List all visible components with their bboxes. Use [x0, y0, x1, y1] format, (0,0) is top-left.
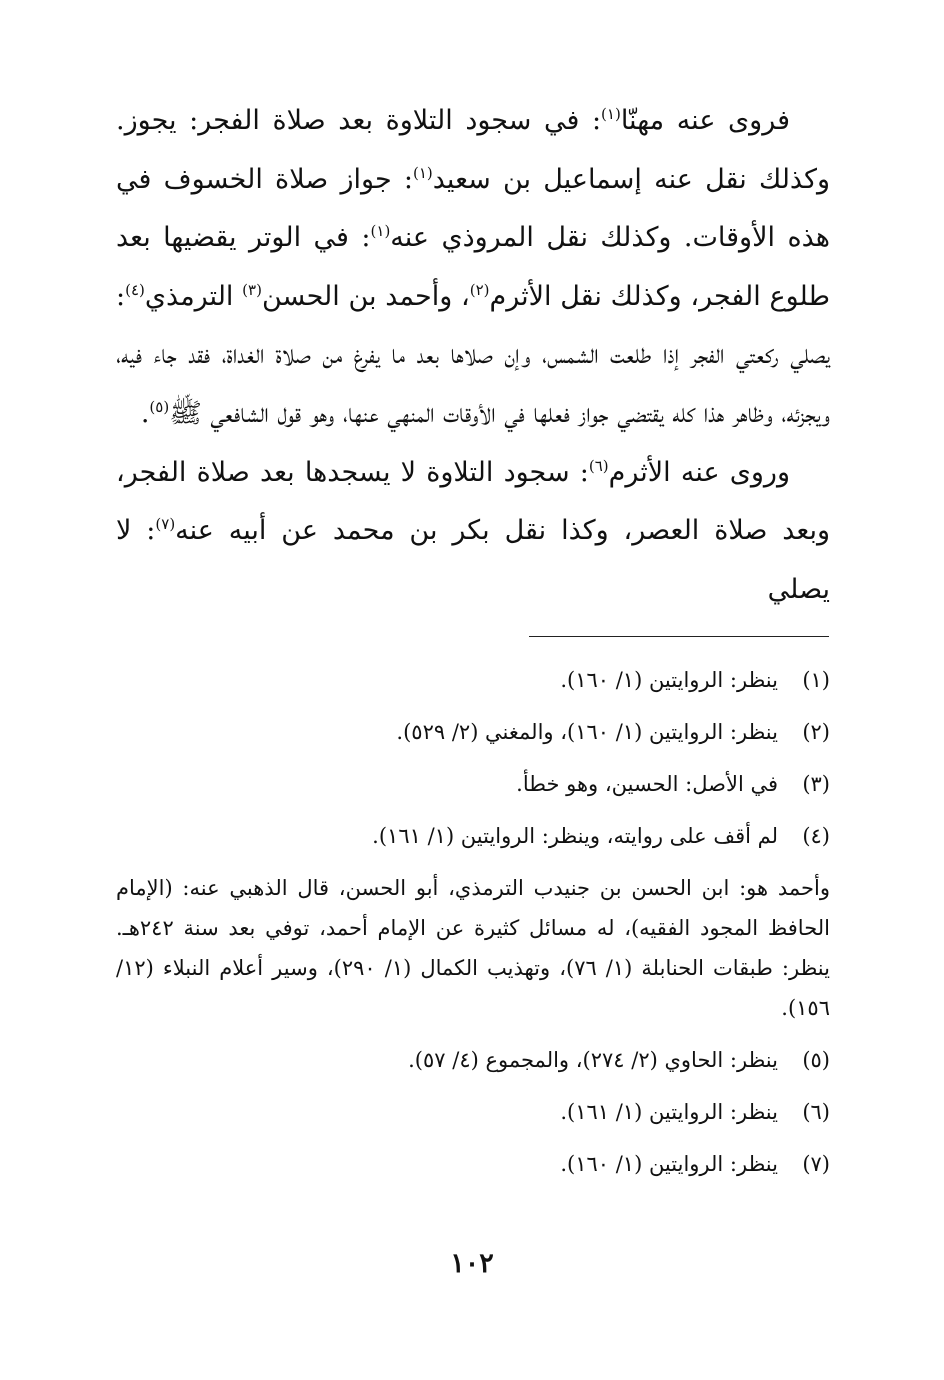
main-text — [116, 92, 830, 619]
footnote-marker: (٢) — [469, 280, 490, 299]
footnote-marker: (٥) — [149, 397, 170, 416]
footnote-item — [116, 1034, 830, 1086]
text-segment: وروى عنه الأثرم — [608, 456, 790, 488]
text-segment: الترمذي — [144, 280, 243, 312]
footnote-item — [116, 1086, 830, 1138]
footnote-item — [116, 706, 830, 758]
footnote-marker: (٧) — [155, 515, 176, 534]
footnote-item — [116, 810, 830, 862]
text-segment: . — [140, 397, 150, 429]
text-segment: : في سجود التلاوة بعد صلاة الفجر: يجوز. وكذلك نقل عنه إسماعيل بن سعيد — [116, 105, 830, 195]
body-paragraph — [116, 444, 830, 620]
footnote-number: (١) — [802, 668, 830, 692]
footnote-marker: (٦) — [588, 456, 609, 475]
text-segment: : لا يصلي — [116, 515, 830, 605]
footnotes-section — [116, 654, 830, 1190]
footnote-text: ينظر: الروايتين (١/ ١٦٠). — [560, 668, 778, 692]
footnote-number: (٥) — [802, 1048, 830, 1072]
footnote-marker: (١) — [601, 105, 621, 123]
text-segment: فروى عنه مهنّا — [620, 105, 790, 136]
footnote-number: (٢) — [802, 720, 830, 744]
text-segment: ، وأحمد بن الحسن — [261, 280, 470, 312]
footnote-marker: (١) — [412, 163, 433, 182]
footnote-text: ينظر: الروايتين (١/ ١٦٠). — [560, 1152, 778, 1176]
footnote-item — [116, 758, 830, 810]
footnote-text: ينظر: الحاوي (٢/ ٢٧٤)، والمجموع (٤/ ٥٧). — [408, 1048, 778, 1072]
footnote-number: (٣) — [802, 772, 830, 796]
body-paragraph — [116, 92, 830, 444]
footnote-item — [116, 654, 830, 706]
text-segment: : جواز صلاة الخسوف في هذه الأوقات. وكذلك نقل المروذي عنه — [116, 163, 831, 254]
footnote-text: في الأصل: الحسين، وهو خطأ. — [516, 772, 778, 796]
footnote-divider — [529, 636, 829, 637]
footnote-text: ينظر: الروايتين (١/ ١٦٠)، والمغني (٢/ ٥٢٩). — [396, 720, 778, 744]
footnote-marker: (١) — [370, 222, 391, 241]
footnote-number: (٤) — [802, 824, 830, 848]
footnote-number: (٦) — [802, 1100, 830, 1124]
footnote-text: ينظر: الروايتين (١/ ١٦١). — [560, 1100, 778, 1124]
text-segment: : في الوتر يقضيها بعد طلوع الفجر، وكذلك نقل الأثرم — [116, 222, 830, 312]
footnote-number: (٧) — [802, 1152, 830, 1176]
page-number: ١٠٢ — [450, 1248, 494, 1279]
text-segment: : سجود التلاوة لا يسجدها بعد صلاة الفجر، وبعد صلاة العصر، وكذا نقل بكر بن محمد عن أبيه عنه — [116, 456, 831, 547]
footnote-marker: (٣) — [242, 280, 262, 299]
footnote-text: لم أقف على روايته، وينظر: الروايتين (١/ ١٦١). — [372, 824, 778, 848]
footnote-continuation: وأحمد هو: ابن الحسن بن جنيدب الترمذي، أبو الحسن، قال الذهبي عنه: (الإمام الحافظ المجود الفقيه)، له مسائل كثيرة عن الإمام أحمد، توفي بعد سنة ٢٤٢هـ. ينظر: طبقات الحنابلة (١/ ٧٦)، وتهذيب الكمال (١/ ٢٩٠)، وسير أعلام النبلاء (١٢/ ١٥٦). — [116, 876, 830, 1020]
text-segment: : يصلي ركعتي الفجر إذا طلعت الشمس، وإن صلاها بعد ما يفرغ من صلاة الغداة، فقد جاء فيه، ويجزئه، وظاهر هذا كله يقتضي جواز فعلها في الأوقات المنهي عنها، وهو قول الشافعي ﷺ — [116, 280, 830, 429]
footnote-marker: (٤) — [125, 280, 145, 299]
footnote-item — [116, 1138, 830, 1190]
